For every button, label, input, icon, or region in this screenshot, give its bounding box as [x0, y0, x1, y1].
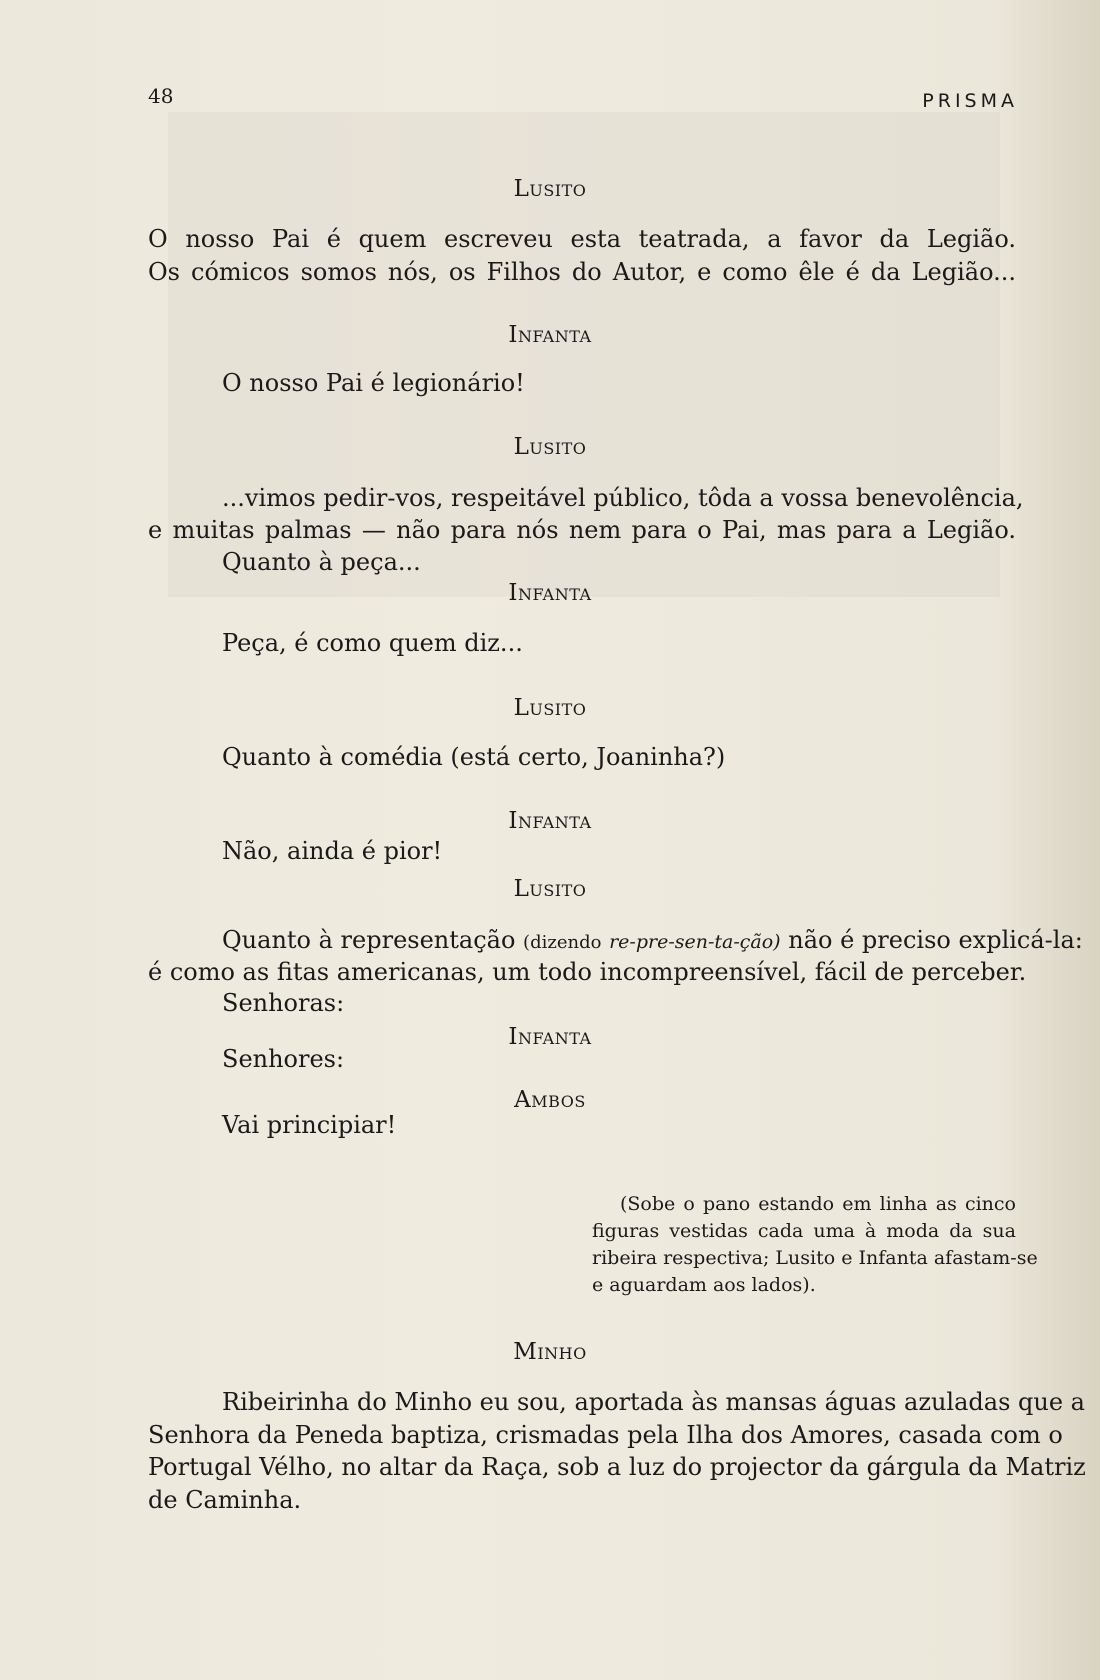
dialogue-line: Senhora da Peneda baptiza, crismadas pela Ilha dos Amores, casada com o — [148, 1421, 1063, 1449]
dialogue-line: Senhores: — [222, 1045, 345, 1073]
dialogue-line: Vai principiar! — [222, 1111, 397, 1139]
dialogue-line: Quanto à peça... — [222, 548, 421, 576]
text-run: não é preciso explicá-la: — [788, 926, 1083, 954]
dialogue-line: Senhoras: — [222, 989, 345, 1017]
speaker-lusito: Lusito — [513, 176, 587, 202]
dialogue-line: Portugal Vélho, no altar da Raça, sob a luz do projector da gárgula da Matriz — [148, 1453, 1086, 1481]
speaker-lusito: Lusito — [513, 434, 587, 460]
dialogue-line: Os cómicos somos nós, os Filhos do Autor, e como êle é da Legião... — [148, 258, 1016, 286]
speaker-ambos: Ambos — [514, 1087, 586, 1113]
speaker-infanta: Infanta — [508, 580, 592, 606]
dialogue-line: Ribeirinha do Minho eu sou, aportada às mansas águas azuladas que a — [222, 1388, 1085, 1416]
dialogue-line: O nosso Pai é legionário! — [222, 369, 525, 397]
stage-direction-line: (Sobe o pano estando em linha as cinco — [620, 1193, 1016, 1215]
dialogue-line: ...vimos pedir-vos, respeitável público, tôda a vossa benevolência, — [222, 484, 1024, 512]
dialogue-line-mixed — [222, 926, 1083, 954]
dialogue-line: e muitas palmas — não para nós nem para o Pai, mas para a Legião. — [148, 516, 1016, 544]
speaker-infanta: Infanta — [508, 808, 592, 834]
speaker-lusito: Lusito — [513, 876, 587, 902]
speaker-infanta: Infanta — [508, 1024, 592, 1050]
text-run-italic: re-pre-sen-ta-ção) — [609, 931, 781, 953]
page-number: 48 — [148, 84, 174, 108]
dialogue-line: de Caminha. — [148, 1486, 302, 1514]
speaker-infanta: Infanta — [508, 322, 592, 348]
stage-direction-line: ribeira respectiva; Lusito e Infanta afastam-se — [592, 1247, 1038, 1269]
text-run: Quanto à representação — [222, 926, 516, 954]
dialogue-line: Não, ainda é pior! — [222, 837, 443, 865]
speaker-lusito: Lusito — [513, 695, 587, 721]
dialogue-line: Peça, é como quem diz... — [222, 629, 523, 657]
dialogue-line: O nosso Pai é quem escreveu esta teatrada, a favor da Legião. — [148, 225, 1016, 253]
dialogue-line: Quanto à comédia (está certo, Joaninha?) — [222, 743, 726, 771]
speaker-minho: Minho — [513, 1339, 587, 1365]
text-run-small: (dizendo — [523, 932, 602, 953]
dialogue-line: é como as fitas americanas, um todo incompreensível, fácil de perceber. — [148, 958, 1027, 986]
stage-direction-line: figuras vestidas cada uma à moda da sua — [592, 1220, 1016, 1242]
stage-direction-line: e aguardam aos lados). — [592, 1274, 816, 1296]
running-title: PRISMA — [922, 90, 1018, 112]
